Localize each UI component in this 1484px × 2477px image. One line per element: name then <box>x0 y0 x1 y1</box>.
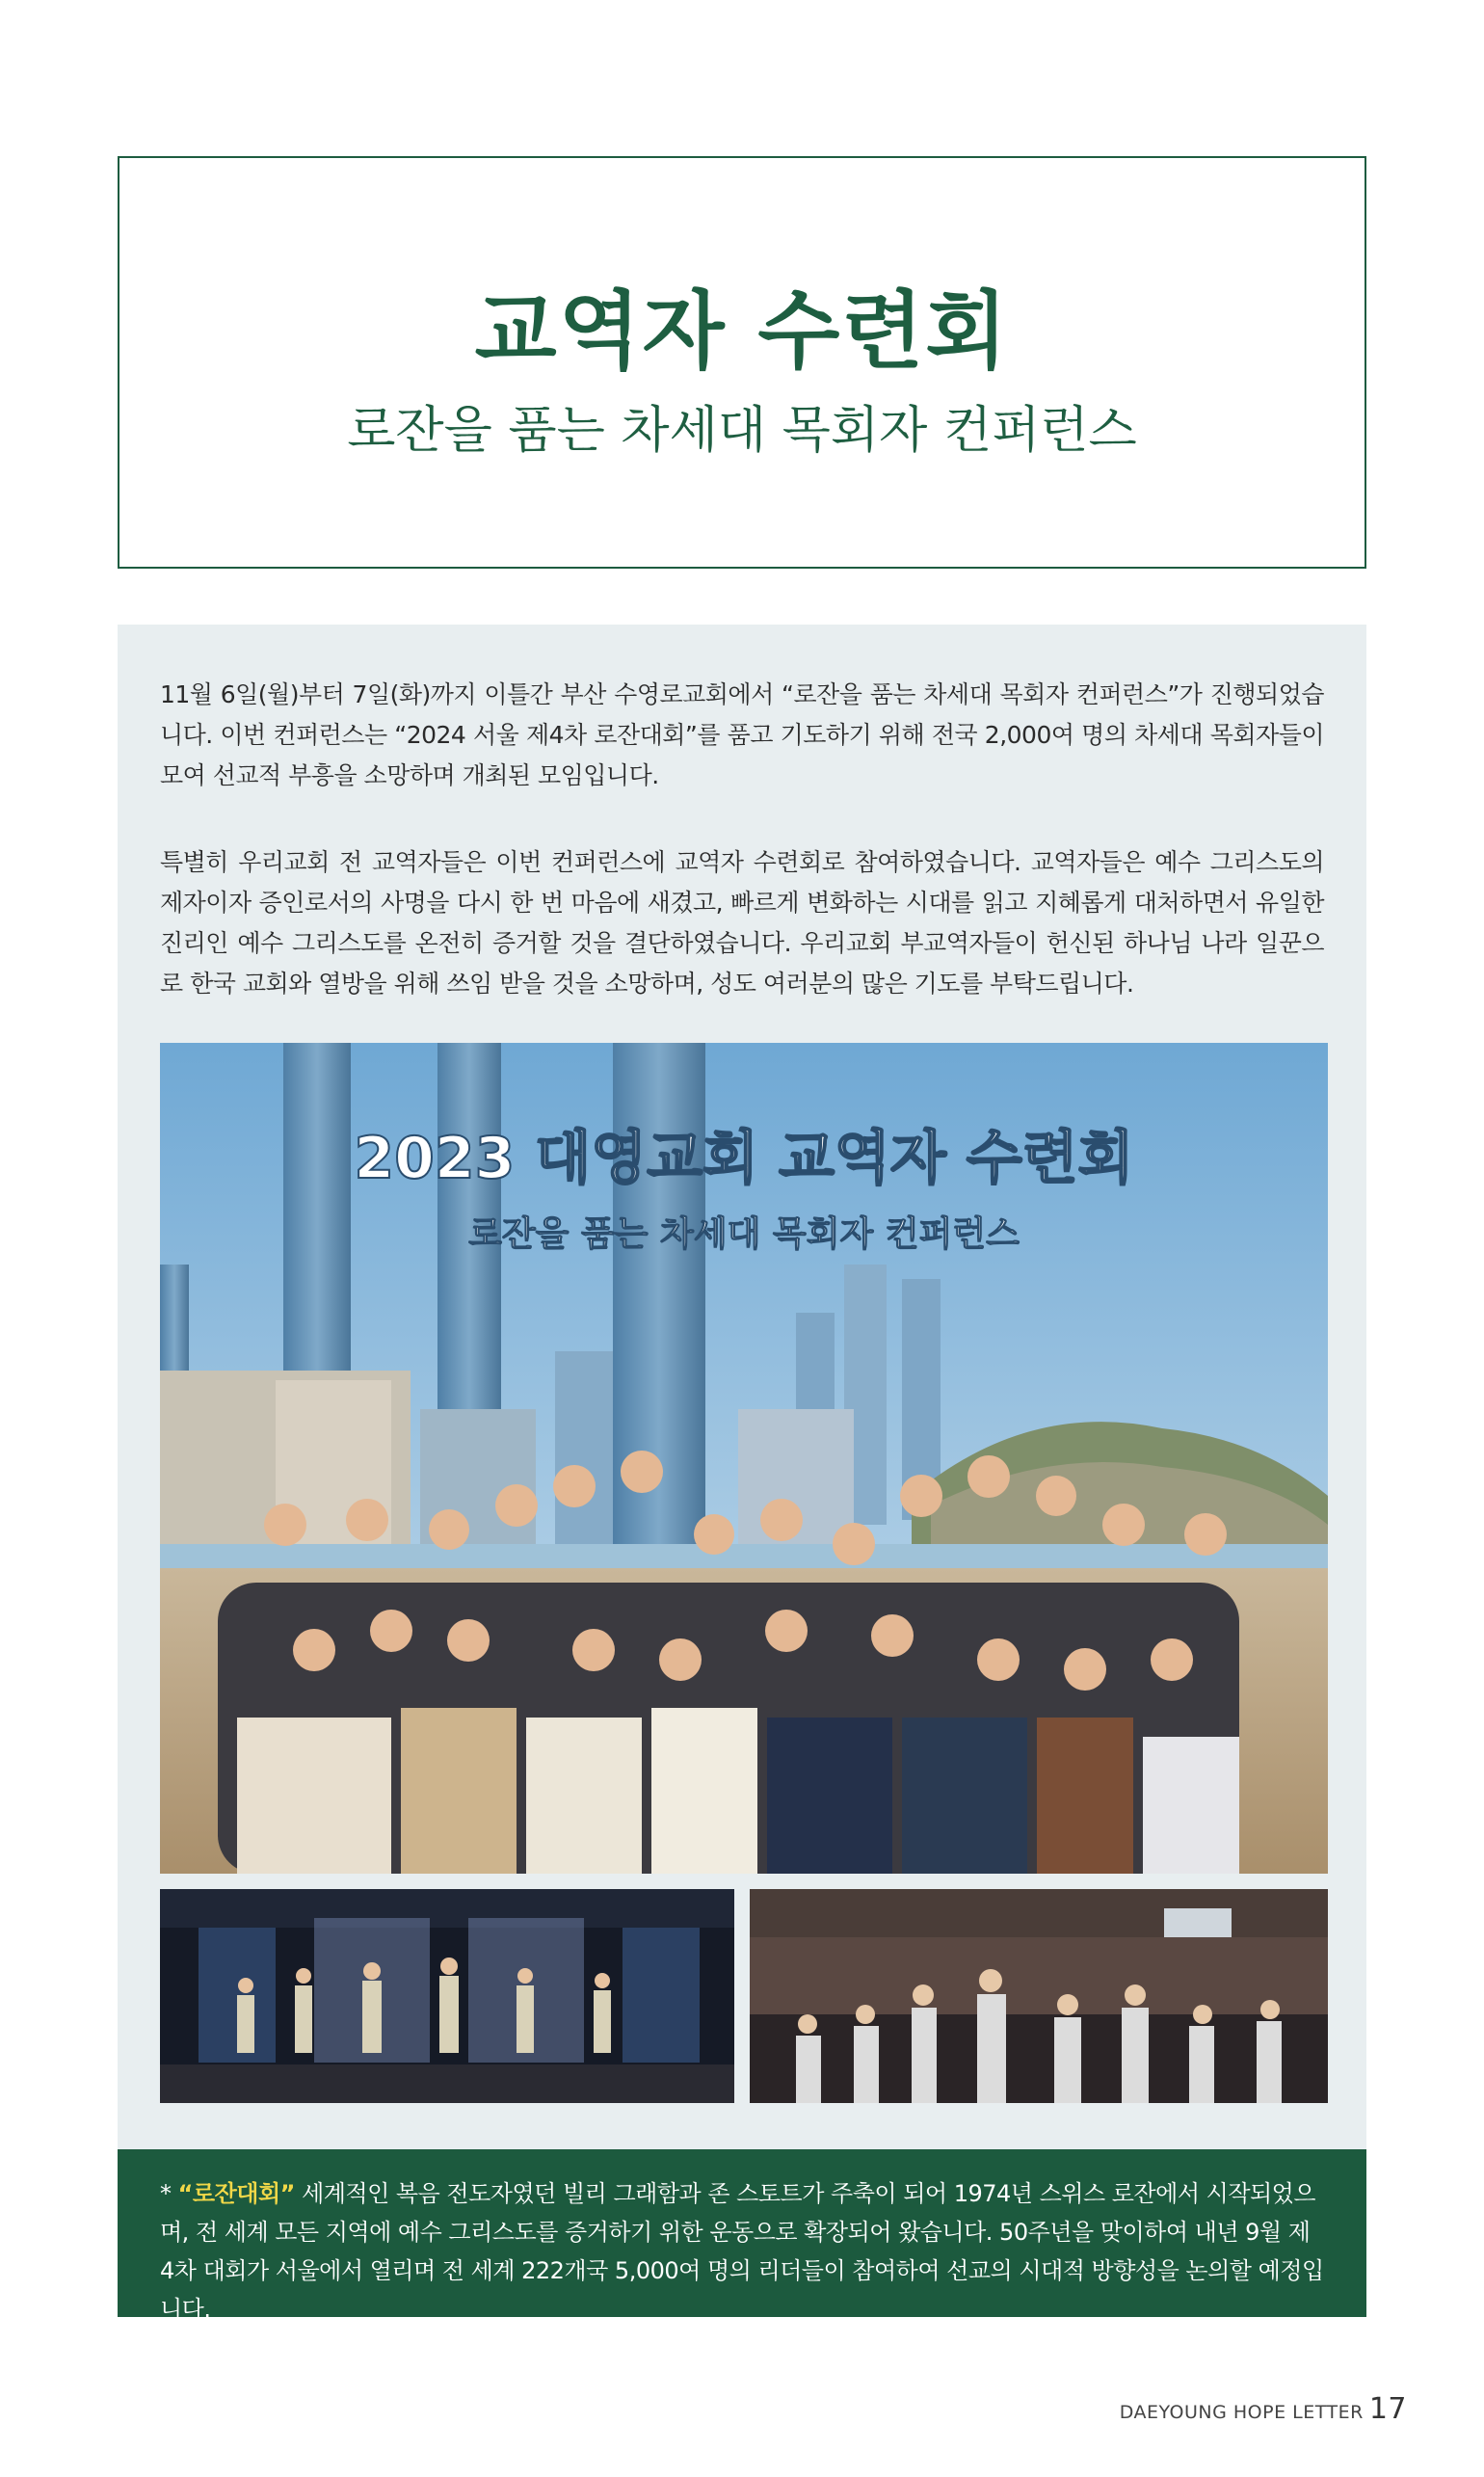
title-box <box>118 156 1366 569</box>
auditorium-photo <box>750 1889 1328 2103</box>
banner-title: 2023 대영교회 교역자 수련회 <box>354 1125 1134 1192</box>
paragraph-2: 특별히 우리교회 전 교역자들은 이번 컨퍼런스에 교역자 수련회로 참여하였습니다. 교역자들은 예수 그리스도의 제자이자 증인로서의 사명을 다시 한 번 마음에 새겼고, 빠르게 변화하는 시대를 읽고 지혜롭게 대처하면서 유일한 진리인 예수 그리스도를 온전히 증거할 것을 결단하였습니다. 우리교회 부교역자들이 헌신된 하나님 나라 일꾼으로 한국 교회와 열방을 위해 쓰임 받을 것을 소망하며, 성도 여러분의 많은 기도를 부탁드립니다. <box>160 848 1324 998</box>
footnote-highlight: “로잔대회” <box>177 2180 295 2207</box>
banner-subtitle: 로잔을 품는 차세대 목회자 컨퍼런스 <box>468 1214 1020 1254</box>
footnote-box <box>118 2149 1366 2323</box>
footer-label: DAEYOUNG HOPE LETTER <box>1119 2402 1364 2423</box>
worship-stage-photo <box>160 1889 734 2103</box>
article-panel <box>118 625 1366 2149</box>
footnote-text: 세계적인 복음 전도자였던 빌리 그래함과 존 스토트가 주축이 되어 1974년 스위스 로잔에서 시작되었으며, 전 세계 모든 지역에 예수 그리스도를 증거하기 위한 운동으로 확장되어 왔습니다. 50주년을 맞이하여 내년 9월 제4차 대회가 서울에서 열리며 전 세계 222개국 5,000여 명의 리더들이 참여하여 선교의 시대적 방향성을 논의할 예정입니다. <box>160 2180 1324 2323</box>
footnote-prefix: * <box>160 2180 178 2207</box>
paragraph-1: 11월 6일(월)부터 7일(화)까지 이틀간 부산 수영로교회에서 “로잔을 품는 차세대 목회자 컨퍼런스”가 진행되었습니다. 이번 컨퍼런스는 “2024 서울 제4차 로잔대회”를 품고 기도하기 위해 전국 2,000여 명의 차세대 목회자들이 모여 선교적 부흥을 소망하며 개최된 모임입니다. <box>160 680 1324 789</box>
group-photo <box>160 1043 1328 1874</box>
page-subtitle: 로잔을 품는 차세대 목회자 컨퍼런스 <box>347 402 1137 460</box>
page-title: 교역자 수련회 <box>474 281 1010 381</box>
page-footer <box>1120 2392 1407 2426</box>
page-number: 17 <box>1368 2392 1407 2426</box>
